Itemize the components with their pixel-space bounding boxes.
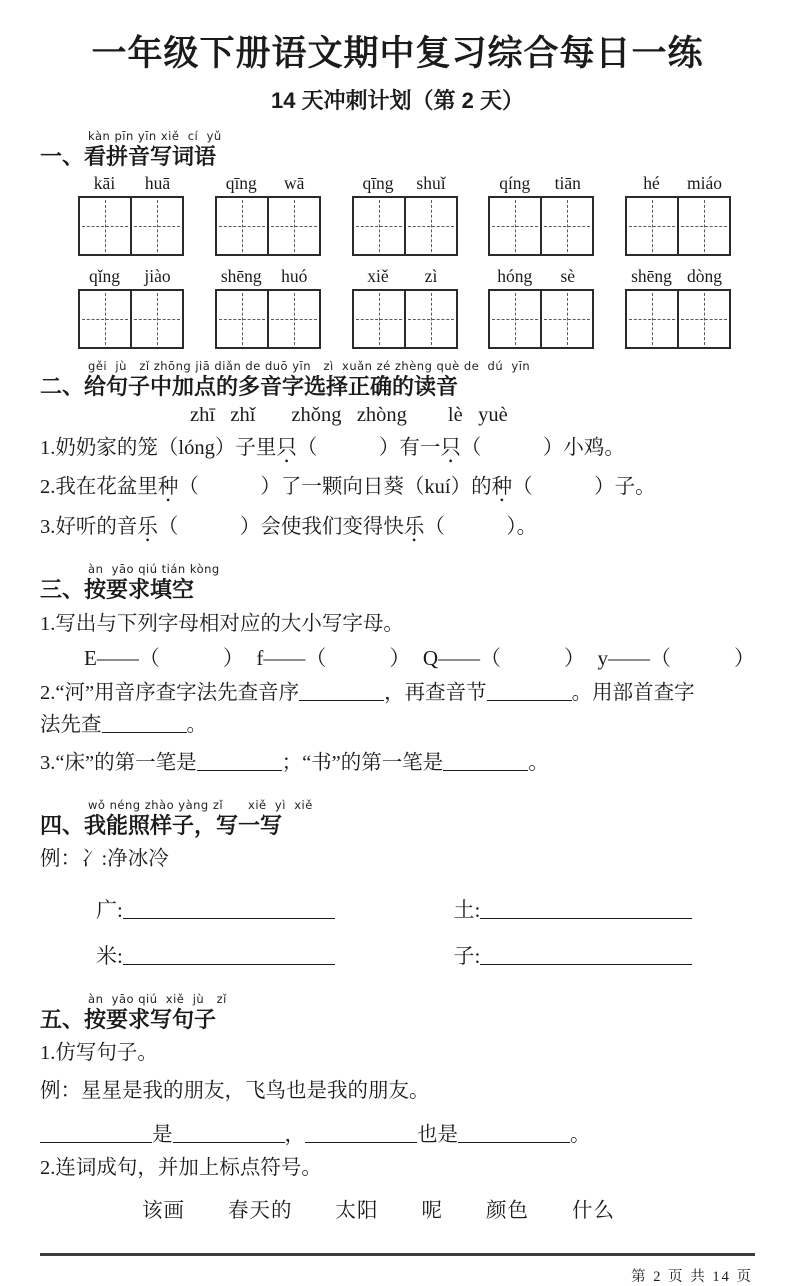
section-2-heading	[40, 359, 755, 399]
fill-blank[interactable]	[487, 682, 572, 701]
fill-blank[interactable]	[480, 899, 692, 919]
writing-box-pair[interactable]	[625, 196, 731, 256]
fill-blank[interactable]	[480, 945, 692, 965]
fill-blank[interactable]	[197, 751, 282, 770]
section-5-pinyin: àn yāo qiú xiě jù zǐ	[88, 991, 227, 1006]
radical-item: 土:	[398, 894, 756, 924]
s5-item1-prompt: 1.仿写句子。	[40, 1041, 158, 1064]
s5-example-sentence: 例：星星是我的朋友，飞鸟也是我的朋友。	[40, 1079, 430, 1102]
pinyin-label: qǐng jiào	[88, 266, 171, 287]
section-4-number: 四、	[40, 812, 85, 838]
page-title: 一年级下册语文期中复习综合每日一练	[91, 34, 704, 73]
letter-case-item: f——（ ）	[256, 646, 411, 671]
writing-box-pair[interactable]	[352, 196, 458, 256]
dotted-char: 只	[276, 436, 297, 459]
word-group	[215, 266, 321, 349]
word-group	[625, 266, 731, 349]
writing-box-pair[interactable]	[78, 196, 184, 256]
word-group	[78, 173, 184, 256]
word-group	[352, 173, 458, 256]
page-subtitle: 14 天冲刺计划（第 2 天）	[270, 88, 525, 113]
pinyin-label: qīng wā	[225, 173, 305, 194]
dotted-char: 种	[491, 476, 513, 499]
section-5-number: 五、	[40, 1006, 85, 1032]
section-1-number: 一、	[40, 144, 85, 169]
pinyin-label: kāi huā	[93, 173, 171, 194]
writing-box-pair[interactable]	[78, 289, 184, 349]
radical-item: 米:	[40, 940, 398, 970]
pinyin-label: qīng shuǐ	[362, 173, 446, 194]
radical-item: 广:	[40, 894, 398, 924]
section-2-number: 二、	[40, 374, 85, 400]
scrambled-words: 该画 春天的 太阳 呢 颜色 什么	[142, 1200, 615, 1223]
fill-blank[interactable]	[40, 1124, 152, 1143]
pinyin-label: hóng sè	[497, 266, 576, 287]
s5-item2-prompt: 2.连词成句，并加上标点符号。	[40, 1157, 322, 1180]
section-3-title: 按要求填空	[84, 577, 195, 603]
answer-write-line[interactable]	[40, 1253, 755, 1256]
section-5-heading	[40, 992, 755, 1032]
fill-blank[interactable]	[102, 714, 187, 733]
fill-blank[interactable]	[123, 945, 335, 965]
s4-example: 例：冫:净冰冷	[40, 847, 169, 870]
letter-case-row	[40, 640, 755, 672]
radical-grid	[40, 878, 755, 970]
radical-item: 子:	[398, 940, 756, 970]
word-group	[78, 266, 184, 349]
fill-blank[interactable]	[305, 1124, 417, 1143]
writing-box-pair[interactable]	[215, 289, 321, 349]
pinyin-label: shēng dòng	[631, 266, 722, 287]
word-group	[625, 173, 731, 256]
fill-blank[interactable]	[173, 1124, 285, 1143]
s3-item2: 2.“河”用音序查字法先查音序 ，再查音节 。用部首查字 法先查 。	[40, 682, 695, 737]
word-group	[488, 173, 594, 256]
fill-blank[interactable]	[458, 1124, 570, 1143]
letter-case-item: y——（ ）	[597, 646, 755, 671]
letter-case-item: Q——（ ）	[422, 646, 585, 671]
section-4-pinyin: wǒ néng zhào yàng zǐ xiě yì xiě	[88, 797, 313, 812]
section-4-heading	[40, 798, 755, 838]
writing-box-pair[interactable]	[625, 289, 731, 349]
letter-case-item: E——（ ）	[84, 646, 244, 671]
word-group	[488, 266, 594, 349]
pinyin-label: xiě zì	[367, 266, 438, 287]
section-3-number: 三、	[40, 577, 85, 603]
section-5-title: 按要求写句子	[84, 1006, 217, 1032]
dotted-char: 只	[440, 436, 461, 459]
section-2-pinyin: gěi jù zǐ zhōng jiā diǎn de duō yīn zì xuǎn zé zhèng què de dú yīn	[88, 359, 531, 374]
s3-item1-prompt: 1.写出与下列字母相对应的大小写字母。	[40, 612, 404, 635]
multi-tone-sentence-3: 3.好听的音乐（ ）会使我们变得快乐（ ）。	[40, 510, 755, 546]
writing-box-pair[interactable]	[488, 289, 594, 349]
fill-blank[interactable]	[299, 682, 384, 701]
writing-box-pair[interactable]	[352, 289, 458, 349]
dotted-char: 种	[157, 476, 179, 499]
pinyin-label: qíng tiān	[499, 173, 581, 194]
dotted-char: 乐	[403, 516, 425, 539]
s3-item3: 3.“床”的第一笔是 ；“书”的第一笔是 。	[40, 751, 549, 774]
writing-box-pair[interactable]	[488, 196, 594, 256]
sentence-template-line: 是 ， 也是 。	[40, 1117, 755, 1147]
pinyin-word-row-1	[40, 169, 755, 256]
pinyin-word-row-2	[40, 262, 755, 349]
tone-options: zhī zhǐ zhǒng zhòng lè yuè	[190, 403, 508, 426]
multi-tone-sentence-2: 2.我在花盆里种（ ）了一颗向日葵（kuí）的种（ ）子。	[40, 470, 755, 506]
section-3-pinyin: àn yāo qiú tián kòng	[88, 562, 220, 577]
multi-tone-sentence-1: 1.奶奶家的笼（lóng）子里只（ ）有一只（ ）小鸡。	[40, 431, 755, 467]
writing-box-pair[interactable]	[215, 196, 321, 256]
section-4-title: 我能照样子，写一写	[84, 812, 283, 838]
pinyin-label: shēng huó	[220, 266, 308, 287]
fill-blank[interactable]	[123, 899, 335, 919]
section-1-heading	[40, 129, 755, 169]
section-3-heading	[40, 562, 755, 602]
page-number: 第 2 页 共 14 页	[631, 1269, 753, 1286]
fill-blank[interactable]	[443, 751, 528, 770]
section-2-title: 给句子中加点的多音字选择正确的读音	[84, 374, 459, 400]
section-1-title: 看拼音写词语	[84, 144, 217, 169]
word-group	[215, 173, 321, 256]
dotted-char: 乐	[137, 516, 158, 539]
word-group	[352, 266, 458, 349]
section-1-pinyin: kàn pīn yīn xiě cí yǔ	[88, 129, 222, 143]
pinyin-label: hé miáo	[643, 173, 722, 194]
